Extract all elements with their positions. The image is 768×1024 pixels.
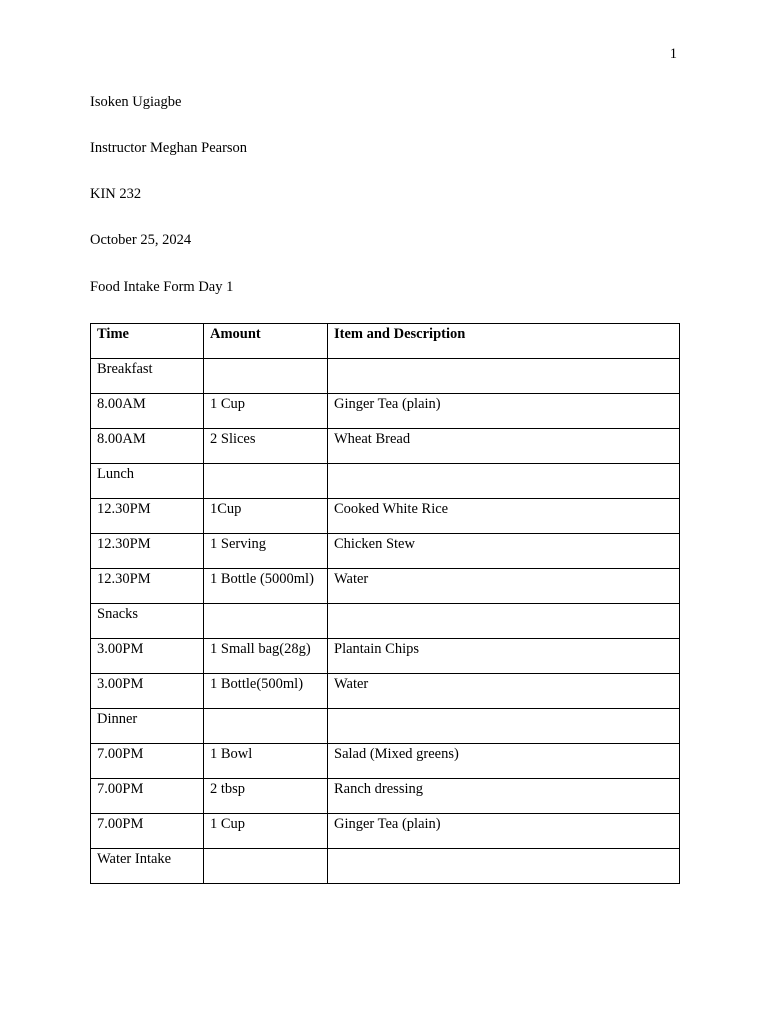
table-row — [91, 429, 680, 464]
table-cell-time: 8.00AM — [91, 394, 204, 429]
table-cell-amount: 1 Bottle (5000ml) — [204, 569, 328, 604]
table-cell-amount: 1 Bowl — [204, 744, 328, 779]
page-number: 1 — [669, 46, 677, 62]
table-cell-item — [328, 849, 680, 884]
table-row — [91, 394, 680, 429]
table-cell-amount: 1 Bottle(500ml) — [204, 674, 328, 709]
table-row — [91, 499, 680, 534]
table-cell-item: Ginger Tea (plain) — [328, 814, 680, 849]
table-row — [91, 744, 680, 779]
table-row — [91, 709, 680, 744]
table-cell-item — [328, 709, 680, 744]
table-row — [91, 639, 680, 674]
table-cell-item: Ranch dressing — [328, 779, 680, 814]
student-name: Isoken Ugiagbe — [90, 94, 182, 110]
table-cell-amount — [204, 604, 328, 639]
table-cell-time: Lunch — [91, 464, 204, 499]
table-cell-item — [328, 464, 680, 499]
table-cell-amount — [204, 849, 328, 884]
table-cell-item: Wheat Bread — [328, 429, 680, 464]
table-cell-time: Water Intake — [91, 849, 204, 884]
table-cell-item: Plantain Chips — [328, 639, 680, 674]
table-cell-amount — [204, 359, 328, 394]
column-header-item: Item and Description — [328, 324, 680, 359]
table-cell-time: 12.30PM — [91, 499, 204, 534]
table-cell-item: Water — [328, 569, 680, 604]
table-row — [91, 534, 680, 569]
table-cell-amount: 2 Slices — [204, 429, 328, 464]
table-row — [91, 674, 680, 709]
table-cell-amount: 1 Small bag(28g) — [204, 639, 328, 674]
course-code: KIN 232 — [90, 186, 142, 202]
table-row — [91, 569, 680, 604]
table-cell-time: Breakfast — [91, 359, 204, 394]
table-cell-item: Ginger Tea (plain) — [328, 394, 680, 429]
instructor-name: Instructor Meghan Pearson — [90, 140, 248, 156]
table-cell-time: 7.00PM — [91, 744, 204, 779]
column-header-amount: Amount — [204, 324, 328, 359]
table-cell-time: 12.30PM — [91, 569, 204, 604]
table-row — [91, 849, 680, 884]
table-cell-time: 8.00AM — [91, 429, 204, 464]
table-row — [91, 779, 680, 814]
table-cell-time: 12.30PM — [91, 534, 204, 569]
table-cell-amount: 1 Cup — [204, 394, 328, 429]
table-cell-item: Salad (Mixed greens) — [328, 744, 680, 779]
table-cell-time: 3.00PM — [91, 639, 204, 674]
form-title: Food Intake Form Day 1 — [90, 279, 234, 295]
table-row — [91, 359, 680, 394]
table-header-row — [91, 324, 680, 359]
table-cell-item — [328, 604, 680, 639]
table-row — [91, 604, 680, 639]
table-cell-time: Snacks — [91, 604, 204, 639]
table-cell-time: 7.00PM — [91, 814, 204, 849]
table-cell-time: 7.00PM — [91, 779, 204, 814]
table-cell-time: 3.00PM — [91, 674, 204, 709]
table-cell-amount: 1 Serving — [204, 534, 328, 569]
table-cell-item: Water — [328, 674, 680, 709]
table-cell-item — [328, 359, 680, 394]
table-cell-time: Dinner — [91, 709, 204, 744]
table-cell-amount: 2 tbsp — [204, 779, 328, 814]
document-date: October 25, 2024 — [90, 232, 192, 248]
column-header-time: Time — [91, 324, 204, 359]
table-cell-amount — [204, 709, 328, 744]
table-row — [91, 464, 680, 499]
food-intake-table — [90, 323, 680, 884]
table-cell-item: Chicken Stew — [328, 534, 680, 569]
table-cell-item: Cooked White Rice — [328, 499, 680, 534]
table-cell-amount — [204, 464, 328, 499]
table-row — [91, 814, 680, 849]
table-cell-amount: 1 Cup — [204, 814, 328, 849]
table-cell-amount: 1Cup — [204, 499, 328, 534]
